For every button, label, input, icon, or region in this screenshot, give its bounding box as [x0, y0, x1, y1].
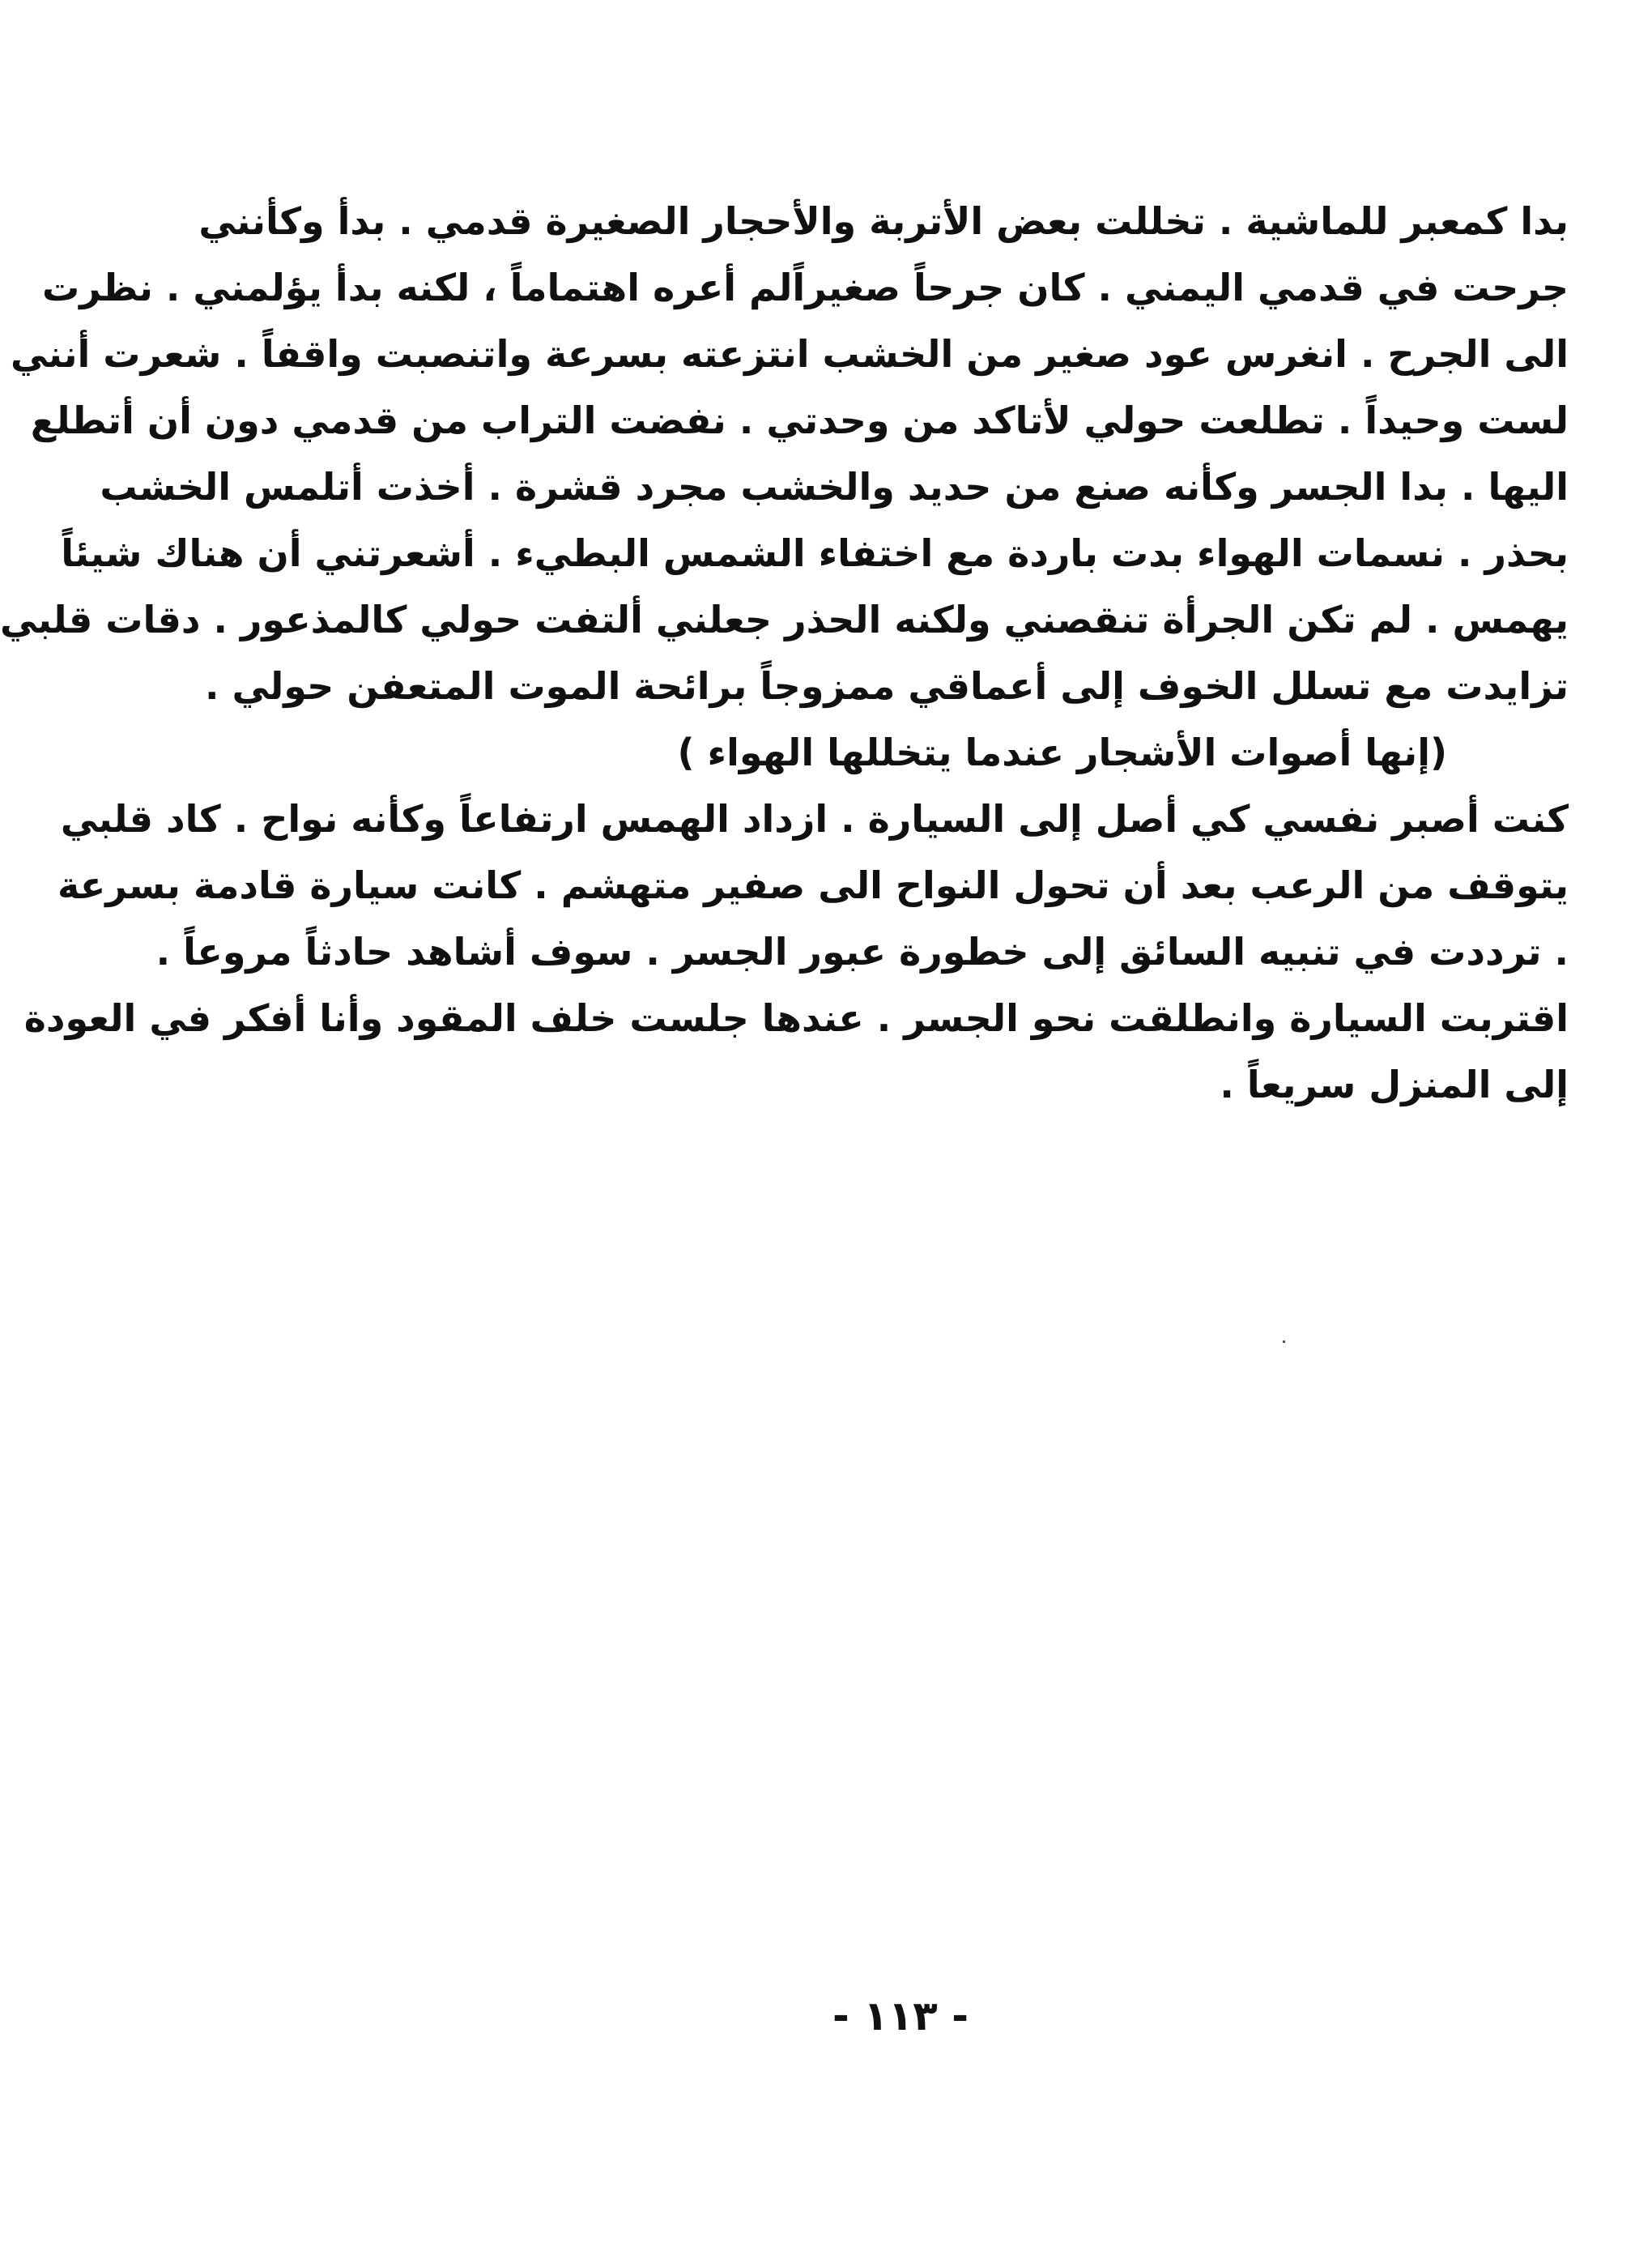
text-line: اقتربت السيارة وانطلقت نحو الجسر . عندها جلست خلف المقود وأنا أفكر في العودة [23, 996, 1569, 1040]
scan-speck [1283, 1341, 1285, 1343]
paragraph-end-line: إلى المنزل سريعاً . [1220, 1063, 1569, 1106]
text-line: بدا كمعبر للماشية . تخللت بعض الأتربة والأحجار الصغيرة قدمي . بدأ وكأنني [198, 199, 1569, 243]
text-line: يتوقف من الرعب بعد أن تحول النواح الى صفير متهشم . كانت سيارة قادمة بسرعة [57, 863, 1569, 907]
text-line: لست وحيداً . تطلعت حولي لأتاكد من وحدتي . نفضت التراب من قدمي دون أن أتطلع [30, 399, 1569, 442]
text-line: . ترددت في تنبيه السائق إلى خطورة عبور الجسر . سوف أشاهد حادثاً مروعاً . [155, 930, 1569, 974]
page-number: - ١١٣ - [832, 1993, 969, 2040]
text-line: كنت أصبر نفسي كي أصل إلى السيارة . ازداد الهمس ارتفاعاً وكأنه نواح . كاد قلبي [60, 797, 1569, 841]
text-line: جرحت في قدمي اليمني . كان جرحاً صغيراًلم أعره اهتماماً ، لكنه بدأ يؤلمني . نظرت [41, 266, 1569, 309]
body-text [0, 188, 1569, 1118]
paragraph-end-line: تزايدت مع تسلل الخوف إلى أعماقي ممزوجاً برائحة الموت المتعفن حولي . [205, 664, 1569, 708]
text-line: بحذر . نسمات الهواء بدت باردة مع اختفاء الشمس البطيء . أشعرتني أن هناك شيئاً [61, 531, 1569, 575]
text-line: يهمس . لم تكن الجرأة تنقصني ولكنه الحذر جعلني ألتفت حولي كالمذعور . دقات قلبي [0, 598, 1569, 641]
text-line: اليها . بدا الجسر وكأنه صنع من حديد والخشب مجرد قشرة . أخذت أتلمس الخشب [100, 465, 1569, 509]
quoted-line: (إنها أصوات الأشجار عندما يتخللها الهواء ) [677, 731, 1447, 774]
text-line: الى الجرح . انغرس عود صغير من الخشب انتزعته بسرعة واتنصبت واقفاً . شعرت أنني [10, 332, 1569, 376]
